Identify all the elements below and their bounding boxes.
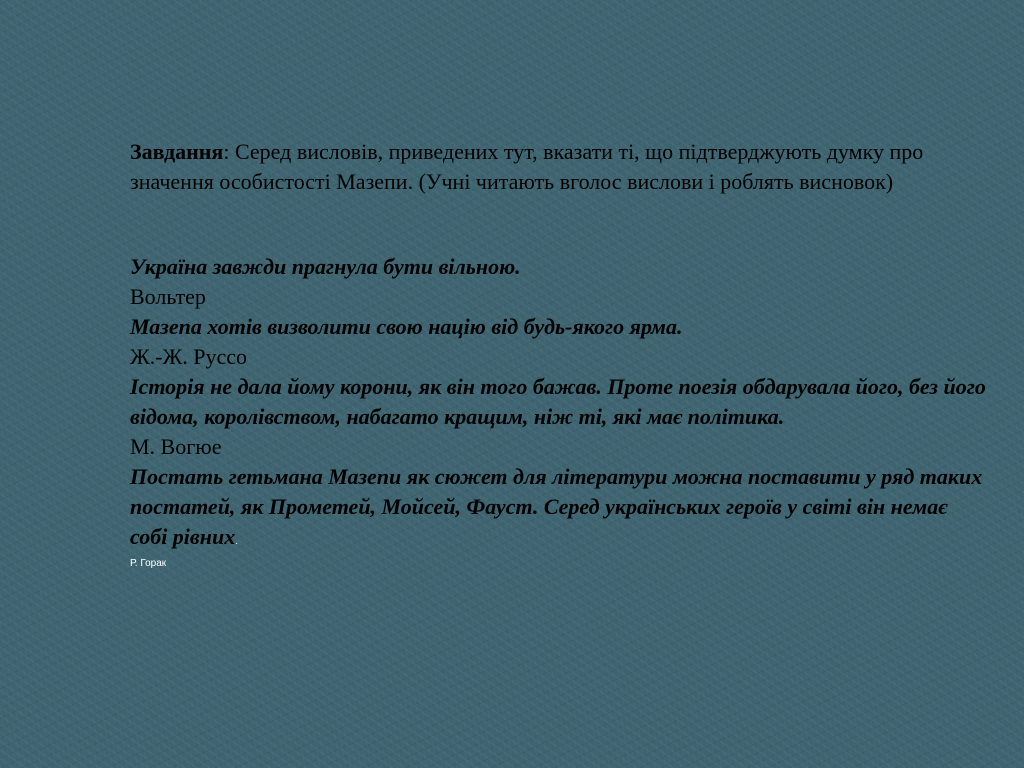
quotes-list: [130, 252, 990, 571]
quote-author: Вольтер: [130, 284, 206, 309]
quote-text: Мазепа хотів визволити свою націю від будь-якого ярма.: [130, 314, 683, 339]
slide-content: [130, 137, 990, 571]
task-text: : Серед висловів, приведених тут, вказати ті, що підтверджують думку про значення особистості Мазепи. (Учні читають вголос вислови і роблять висновок): [130, 139, 924, 194]
quote-author-small: Р. Горак: [130, 558, 167, 569]
quote-text-last: [130, 462, 990, 557]
quote-text-body: Постать гетьмана Мазепи як сюжет для літератури можна поставити у ряд таких постатей, як Прометей, Мойсей, Фауст. Серед українських героїв у світі він немає собі рівних: [130, 464, 983, 549]
quote-author: Ж.-Ж. Руссо: [130, 344, 248, 369]
quote-text: Історія не дала йому корони, як він того бажав. Проте поезія обдарувала його, без його відома, королівством, набагато кращим, ніж ті, які має політика.: [130, 374, 986, 429]
quote-author: М. Вогюе: [130, 434, 222, 459]
quote-trailing-dot: .: [235, 536, 238, 547]
quote-text: Україна завжди прагнула бути вільною.: [130, 254, 521, 279]
task-label: Завдання: [130, 139, 224, 164]
task-paragraph: [130, 137, 990, 197]
